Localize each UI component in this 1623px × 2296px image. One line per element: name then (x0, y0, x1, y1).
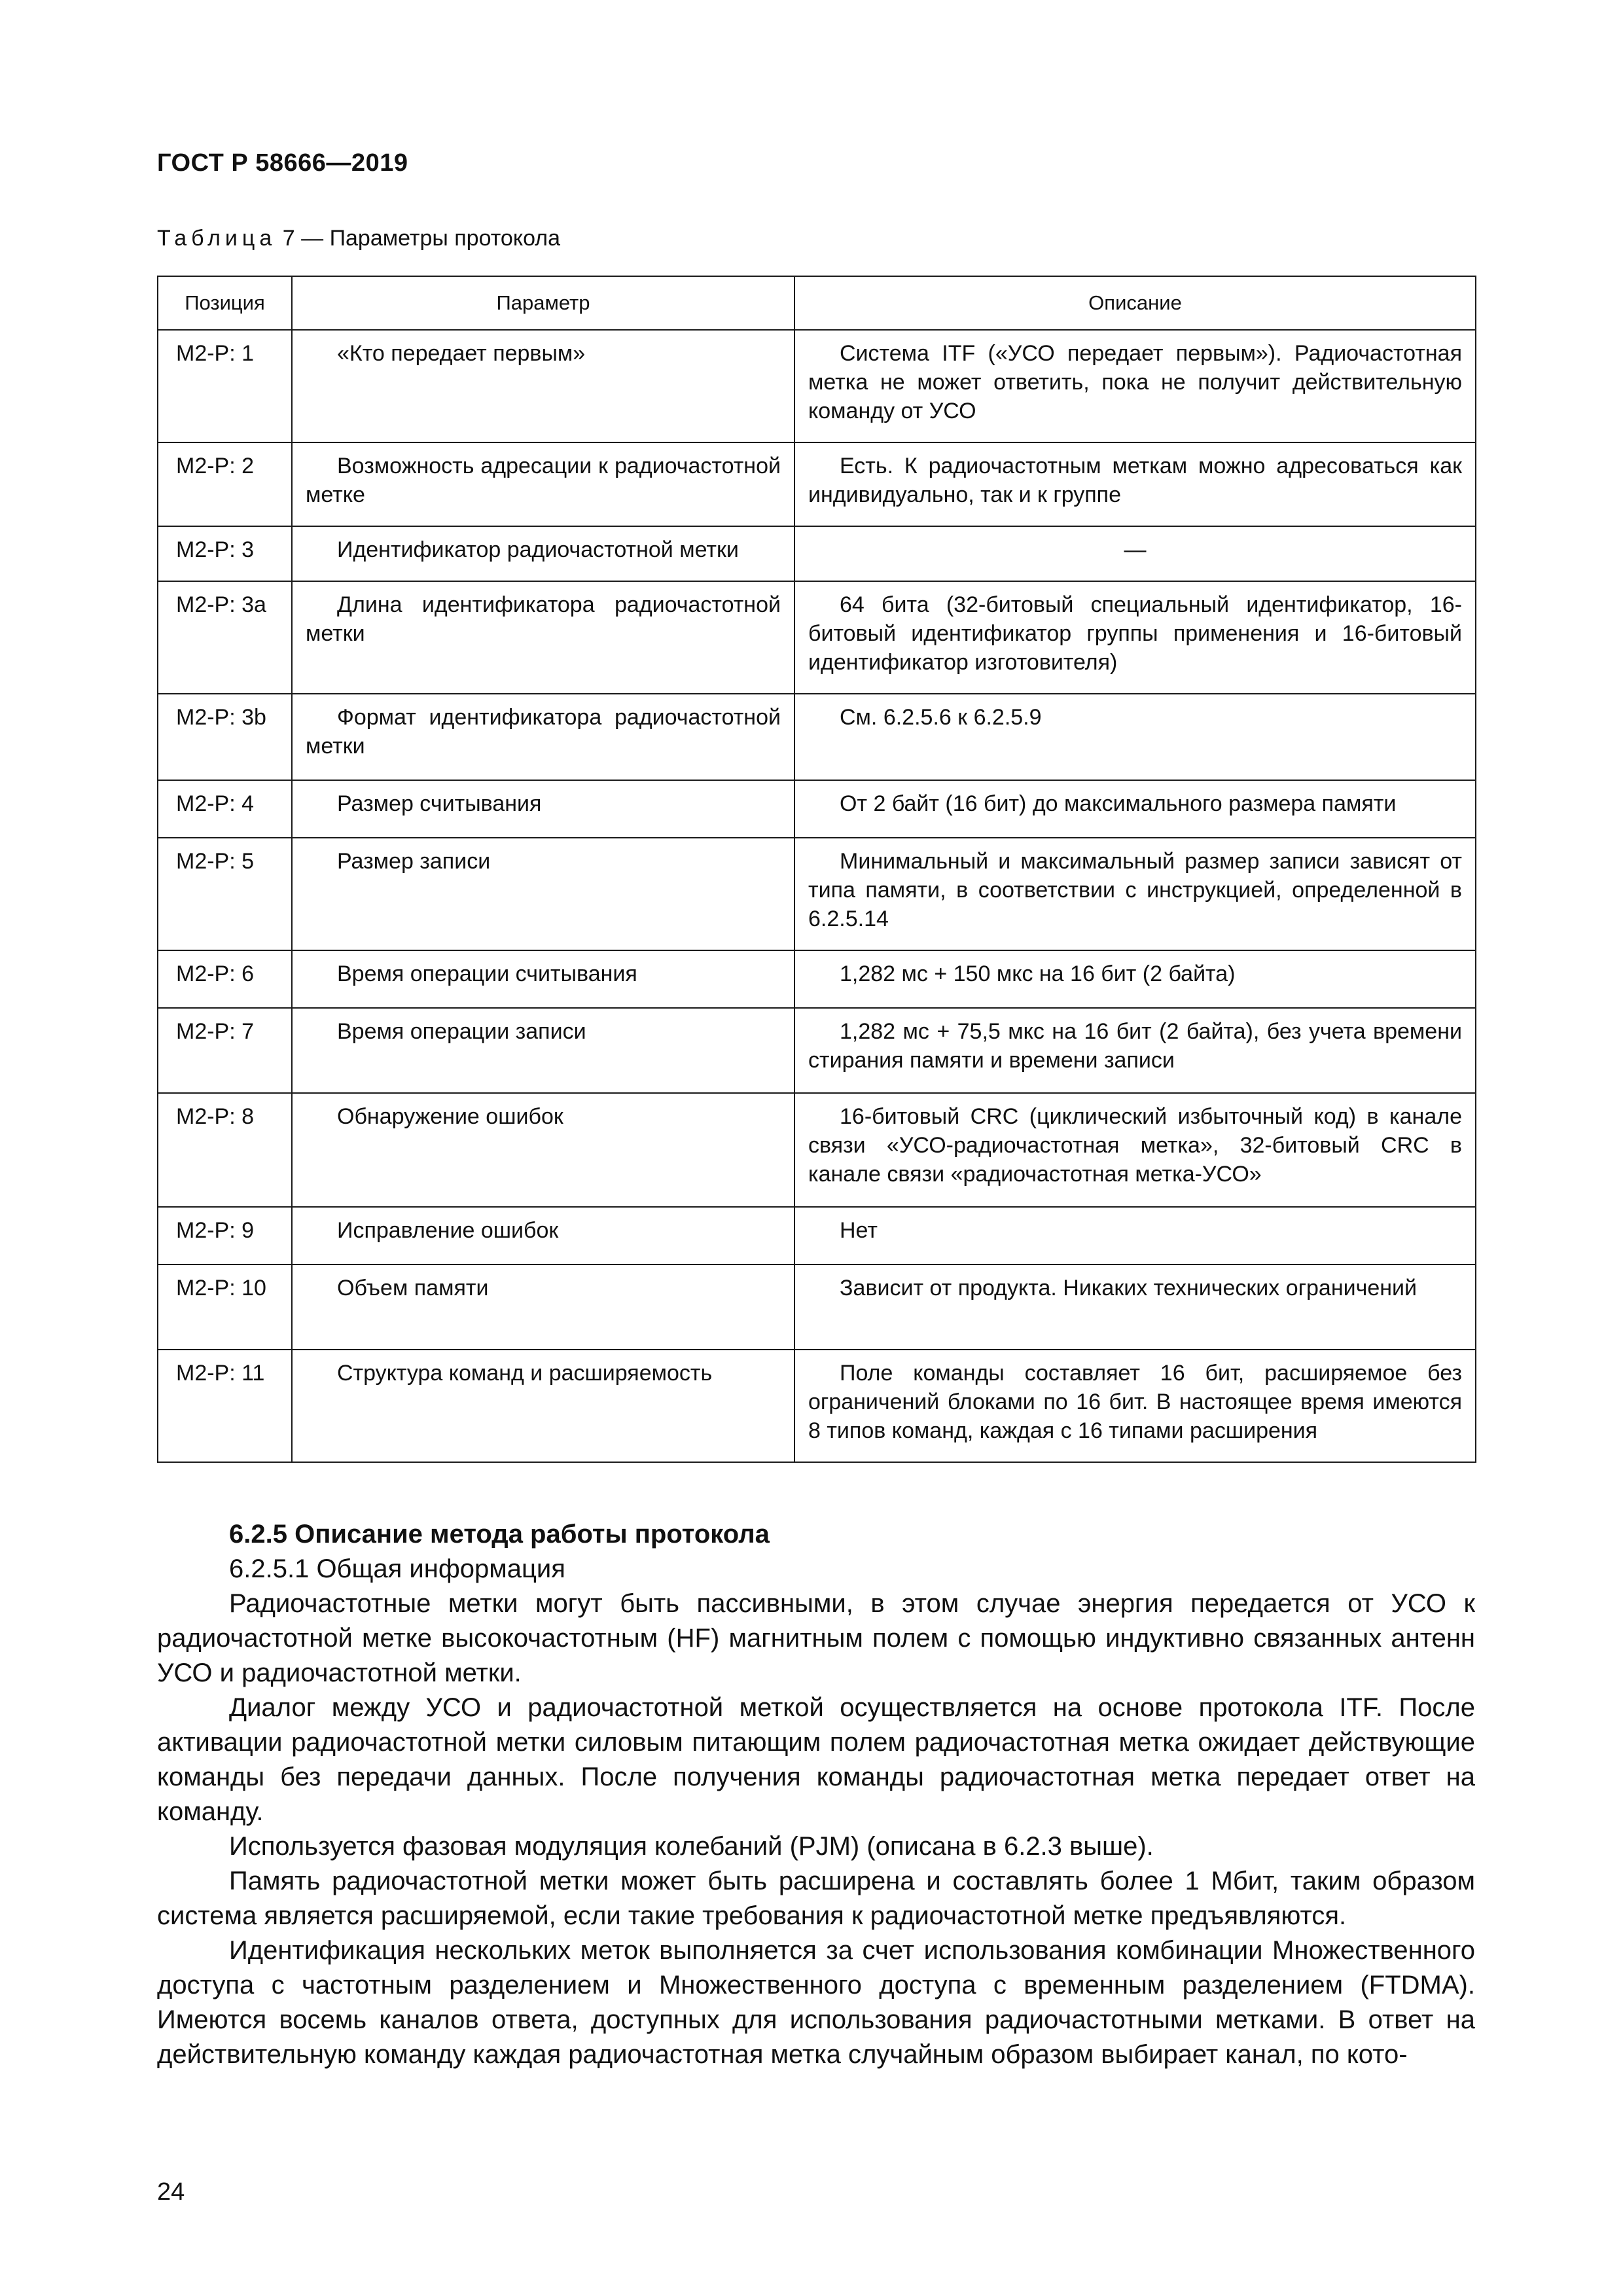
paragraph: Используется фазовая модуляция колебаний (PJM) (описана в 6.2.3 выше). (229, 1832, 1154, 1861)
column-header-parameter: Параметр (292, 276, 794, 330)
row-parameter: Длина идентификатора радиочастотной метки (292, 581, 794, 694)
table-caption (157, 226, 560, 251)
row-parameter: Объем памяти (292, 1265, 794, 1350)
table-caption-title: 7 — Параметры протокола (282, 226, 561, 251)
table-row (158, 1350, 1476, 1462)
row-description: 1,282 мс + 150 мкс на 16 бит (2 байта) (794, 950, 1476, 1008)
row-position: M2-P: 8 (158, 1093, 292, 1207)
row-position: M2-P: 1 (158, 330, 292, 442)
row-description: Есть. К радиочастотным меткам можно адресоваться как индивидуально, так и к группе (794, 442, 1476, 526)
row-position: M2-P: 6 (158, 950, 292, 1008)
row-parameter: Размер считывания (292, 780, 794, 838)
row-parameter: Возможность адресации к радиочастотной метке (292, 442, 794, 526)
protocol-parameters-table (157, 276, 1476, 1463)
row-position: M2-P: 3a (158, 581, 292, 694)
row-description: — (794, 526, 1476, 581)
paragraph: Диалог между УСО и радиочастотной меткой осуществляется на основе протокола ITF. После активации радиочастотной метки силовым питающим полем радиочастотная метка ожидает действующие команды без передачи данных. После получения команды радиочастотная метка передает ответ на команду. (157, 1693, 1475, 1826)
table-row (158, 780, 1476, 838)
row-parameter: Исправление ошибок (292, 1207, 794, 1265)
row-description: 1,282 мс + 75,5 мкс на 16 бит (2 байта), без учета времени стирания памяти и времени записи (794, 1008, 1476, 1093)
row-parameter: Время операции записи (292, 1008, 794, 1093)
table-row (158, 838, 1476, 950)
row-position: M2-P: 3b (158, 694, 292, 780)
section-heading: 6.2.5 Описание метода работы протокола (229, 1520, 770, 1549)
table-row (158, 1207, 1476, 1265)
row-parameter: «Кто передает первым» (292, 330, 794, 442)
row-description: Нет (794, 1207, 1476, 1265)
body-text (157, 1517, 1475, 2072)
paragraph: Память радиочастотной метки может быть расширена и составлять более 1 Мбит, таким образом система является расширяемой, если такие требования к радиочастотной метке предъявляются. (157, 1867, 1475, 1930)
row-description: Система ITF («УСО передает первым»). Радиочастотная метка не может ответить, пока не получит действительную команду от УСО (794, 330, 1476, 442)
row-parameter: Размер записи (292, 838, 794, 950)
table-row (158, 581, 1476, 694)
row-description: См. 6.2.5.6 к 6.2.5.9 (794, 694, 1476, 780)
column-header-position: Позиция (158, 276, 292, 330)
column-header-description: Описание (794, 276, 1476, 330)
row-description: Поле команды составляет 16 бит, расширяемое без ограничений блоками по 16 бит. В настоящее время имеются 8 типов команд, каждая с 16 типами расширения (794, 1350, 1476, 1462)
row-parameter: Идентификатор радиочастотной метки (292, 526, 794, 581)
paragraph: Идентификация нескольких меток выполняется за счет использования комбинации Множественного доступа с частотным разделением и Множественного доступа с временным разделением (FTDMA). Имеются восемь каналов ответа, доступных для использования радиочастотными метками. В ответ на действительную команду каждая радиочастотная метка случайным образом выбирает канал, по кото- (157, 1936, 1475, 2069)
row-position: M2-P: 4 (158, 780, 292, 838)
table-row (158, 1265, 1476, 1350)
table-header-row (158, 276, 1476, 330)
row-description: 16-битовый CRC (циклический избыточный код) в канале связи «УСО-радиочастотная метка», 32-битовый CRC в канале связи «радиочастотная метка-УСО» (794, 1093, 1476, 1207)
row-description: От 2 байт (16 бит) до максимального размера памяти (794, 780, 1476, 838)
table-row (158, 950, 1476, 1008)
row-parameter: Обнаружение ошибок (292, 1093, 794, 1207)
page-number: 24 (157, 2178, 185, 2206)
subsection-heading: 6.2.5.1 Общая информация (229, 1554, 565, 1583)
row-position: M2-P: 9 (158, 1207, 292, 1265)
table-row (158, 442, 1476, 526)
row-description: 64 бита (32-битовый специальный идентификатор, 16-битовый идентификатор группы применения и 16-битовый идентификатор изготовителя) (794, 581, 1476, 694)
document-header: ГОСТ Р 58666—2019 (157, 149, 408, 177)
row-description: Минимальный и максимальный размер записи зависят от типа памяти, в соответствии с инструкцией, определенной в 6.2.5.14 (794, 838, 1476, 950)
table-row (158, 694, 1476, 780)
row-parameter: Время операции считывания (292, 950, 794, 1008)
table-row (158, 1093, 1476, 1207)
row-position: M2-P: 7 (158, 1008, 292, 1093)
table-row (158, 1008, 1476, 1093)
row-position: M2-P: 5 (158, 838, 292, 950)
row-position: M2-P: 2 (158, 442, 292, 526)
row-position: M2-P: 11 (158, 1350, 292, 1462)
row-position: M2-P: 10 (158, 1265, 292, 1350)
row-parameter: Структура команд и расширяемость (292, 1350, 794, 1462)
paragraph: Радиочастотные метки могут быть пассивными, в этом случае энергия передается от УСО к радиочастотной метке высокочастотным (HF) магнитным полем с помощью индуктивно связанных антенн УСО и радиочастотной метки. (157, 1589, 1475, 1687)
row-description: Зависит от продукта. Никаких технических ограничений (794, 1265, 1476, 1350)
table-row (158, 330, 1476, 442)
row-position: M2-P: 3 (158, 526, 292, 581)
table-caption-prefix: Таблица (157, 226, 277, 251)
table-row (158, 526, 1476, 581)
row-parameter: Формат идентификатора радиочастотной метки (292, 694, 794, 780)
